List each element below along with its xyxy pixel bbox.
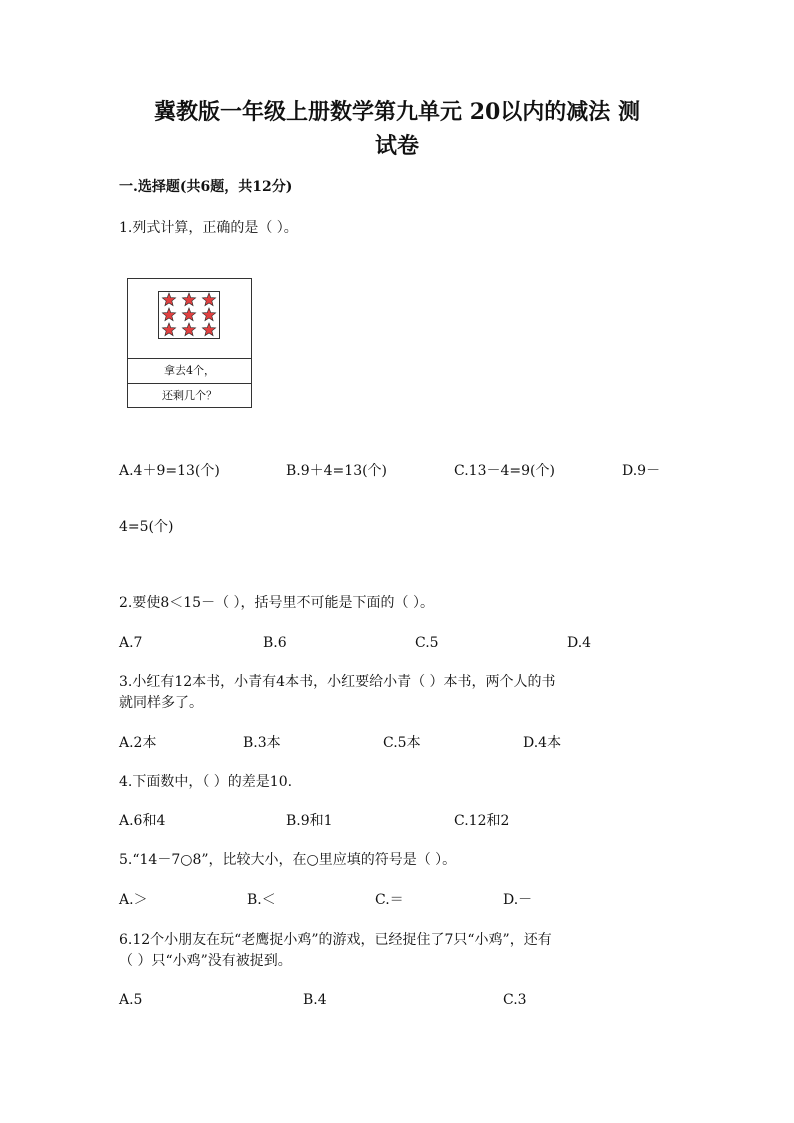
q1-option-b[interactable]: B.9＋4=13(个) — [286, 463, 388, 479]
star-icon — [162, 323, 175, 336]
q1-stem: 1.列式计算，正确的是（ ）。 — [119, 220, 298, 236]
star-box — [158, 291, 220, 339]
q3-option-a[interactable]: A.2本 — [119, 735, 157, 751]
figure-row-take: 拿去4个， — [128, 358, 251, 383]
q6-stem-line-2: （ ）只“小鸡”没有被捉到。 — [119, 953, 292, 969]
q1-figure — [127, 278, 252, 408]
star-grid — [159, 292, 219, 338]
q5-option-c[interactable]: C.＝ — [375, 892, 404, 908]
q2-option-a[interactable]: A.7 — [119, 635, 143, 651]
q2-option-b[interactable]: B.6 — [263, 635, 287, 651]
q2-stem: 2.要使8＜15－（ ），括号里不可能是下面的（ ）。 — [119, 595, 434, 611]
star-icon — [202, 293, 215, 306]
title-line-1: 冀教版一年级上册数学第九单元 20以内的减法 测 — [154, 99, 640, 125]
star-icon — [162, 293, 175, 306]
star-icon — [182, 323, 195, 336]
q6-option-b[interactable]: B.4 — [303, 992, 327, 1008]
q3-option-d[interactable]: D.4本 — [523, 735, 562, 751]
q4-option-c[interactable]: C.12和2 — [454, 813, 510, 829]
star-icon — [182, 293, 195, 306]
q3-stem-line-1: 3.小红有12本书，小青有4本书，小红要给小青（ ）本书，两个人的书 — [119, 674, 556, 690]
q2-option-c[interactable]: C.5 — [415, 635, 439, 651]
q3-option-c[interactable]: C.5本 — [383, 735, 421, 751]
q1-option-a[interactable]: A.4＋9=13(个) — [119, 463, 220, 479]
figure-row-left: 还剩几个？ — [128, 383, 251, 408]
q5-stem: 5.“14－7○8”，比较大小，在○里应填的符号是（ ）。 — [119, 852, 457, 868]
q6-option-c[interactable]: C.3 — [503, 992, 527, 1008]
q6-stem-line-1: 6.12个小朋友在玩“老鹰捉小鸡”的游戏，已经捉住了7只“小鸡”，还有 — [119, 932, 552, 948]
q4-option-b[interactable]: B.9和1 — [286, 813, 333, 829]
q1-option-d-cont: 4=5(个) — [119, 519, 174, 535]
star-icon — [202, 323, 215, 336]
q2-option-d[interactable]: D.4 — [567, 635, 592, 651]
q4-option-a[interactable]: A.6和4 — [119, 813, 166, 829]
section-heading: 一.选择题(共6题，共12分) — [119, 179, 293, 195]
q1-option-d[interactable]: D.9－ — [622, 463, 661, 479]
q5-option-d[interactable]: D.－ — [503, 892, 533, 908]
star-icon — [162, 308, 175, 321]
q3-option-b[interactable]: B.3本 — [243, 735, 281, 751]
star-icon — [182, 308, 195, 321]
q5-option-a[interactable]: A.＞ — [119, 892, 148, 908]
q1-option-c[interactable]: C.13－4=9(个) — [454, 463, 555, 479]
q5-option-b[interactable]: B.＜ — [247, 892, 276, 908]
title-line-2: 试卷 — [374, 133, 419, 159]
q6-option-a[interactable]: A.5 — [119, 992, 143, 1008]
q4-stem: 4.下面数中，（ ）的差是10. — [119, 774, 293, 790]
star-icon — [202, 308, 215, 321]
q3-stem-line-2: 就同样多了。 — [119, 695, 203, 711]
